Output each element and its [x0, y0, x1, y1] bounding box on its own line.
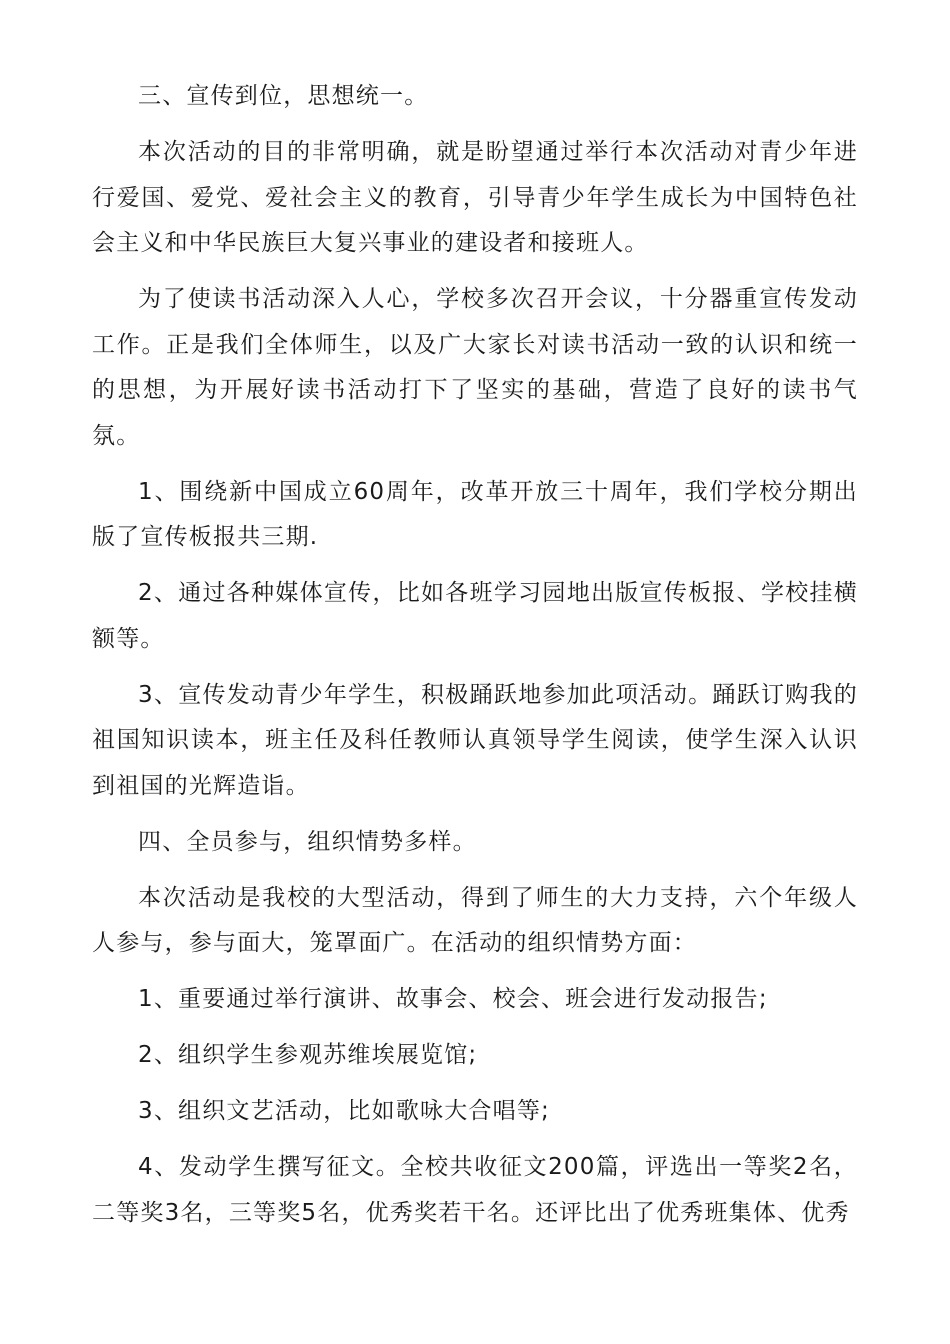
section-heading-4: 四、全员参与，组织情势多样。 — [138, 828, 477, 855]
section-heading-3: 三、宣传到位，思想统一。 — [138, 83, 429, 109]
list-item: 3、组织文艺活动，比如歌咏大合唱等; — [138, 1098, 550, 1124]
list-item: 1、重要通过举行演讲、故事会、校会、班会进行发动报告; — [138, 986, 768, 1012]
list-item: 2、通过各种媒体宣传，比如各班学习园地出版宣传板报、学校挂横额等。 — [92, 580, 858, 652]
list-item: 2、组织学生参观苏维埃展览馆; — [138, 1042, 478, 1068]
paragraph: 本次活动是我校的大型活动，得到了师生的大力支持，六个年级人人参与，参与面大，笼罩面广。在活动的组织情势方面： — [92, 884, 858, 956]
document-body — [92, 74, 858, 1247]
paragraph: 为了使读书活动深入人心，学校多次召开会议，十分器重宣传发动工作。正是我们全体师生，以及广大家长对读书活动一致的认识和统一的思想，为开展好读书活动打下了坚实的基础，营造了良好的读书气氛。 — [92, 286, 858, 449]
paragraph: 本次活动的目的非常明确，就是盼望通过举行本次活动对青少年进行爱国、爱党、爱社会主义的教育，引导青少年学生成长为中国特色社会主义和中华民族巨大复兴事业的建设者和接班人。 — [92, 139, 858, 256]
list-item: 1、围绕新中国成立60周年，改革开放三十周年，我们学校分期出版了宣传板报共三期. — [92, 478, 858, 550]
list-item: 4、发动学生撰写征文。全校共收征文200篇，评选出一等奖2名，二等奖3名，三等奖5名，优秀奖若干名。还评比出了优秀班集体、优秀 — [92, 1154, 858, 1226]
list-item: 3、宣传发动青少年学生，积极踊跃地参加此项活动。踊跃订购我的祖国知识读本，班主任及科任教师认真领导学生阅读，使学生深入认识到祖国的光辉造诣。 — [92, 681, 858, 799]
